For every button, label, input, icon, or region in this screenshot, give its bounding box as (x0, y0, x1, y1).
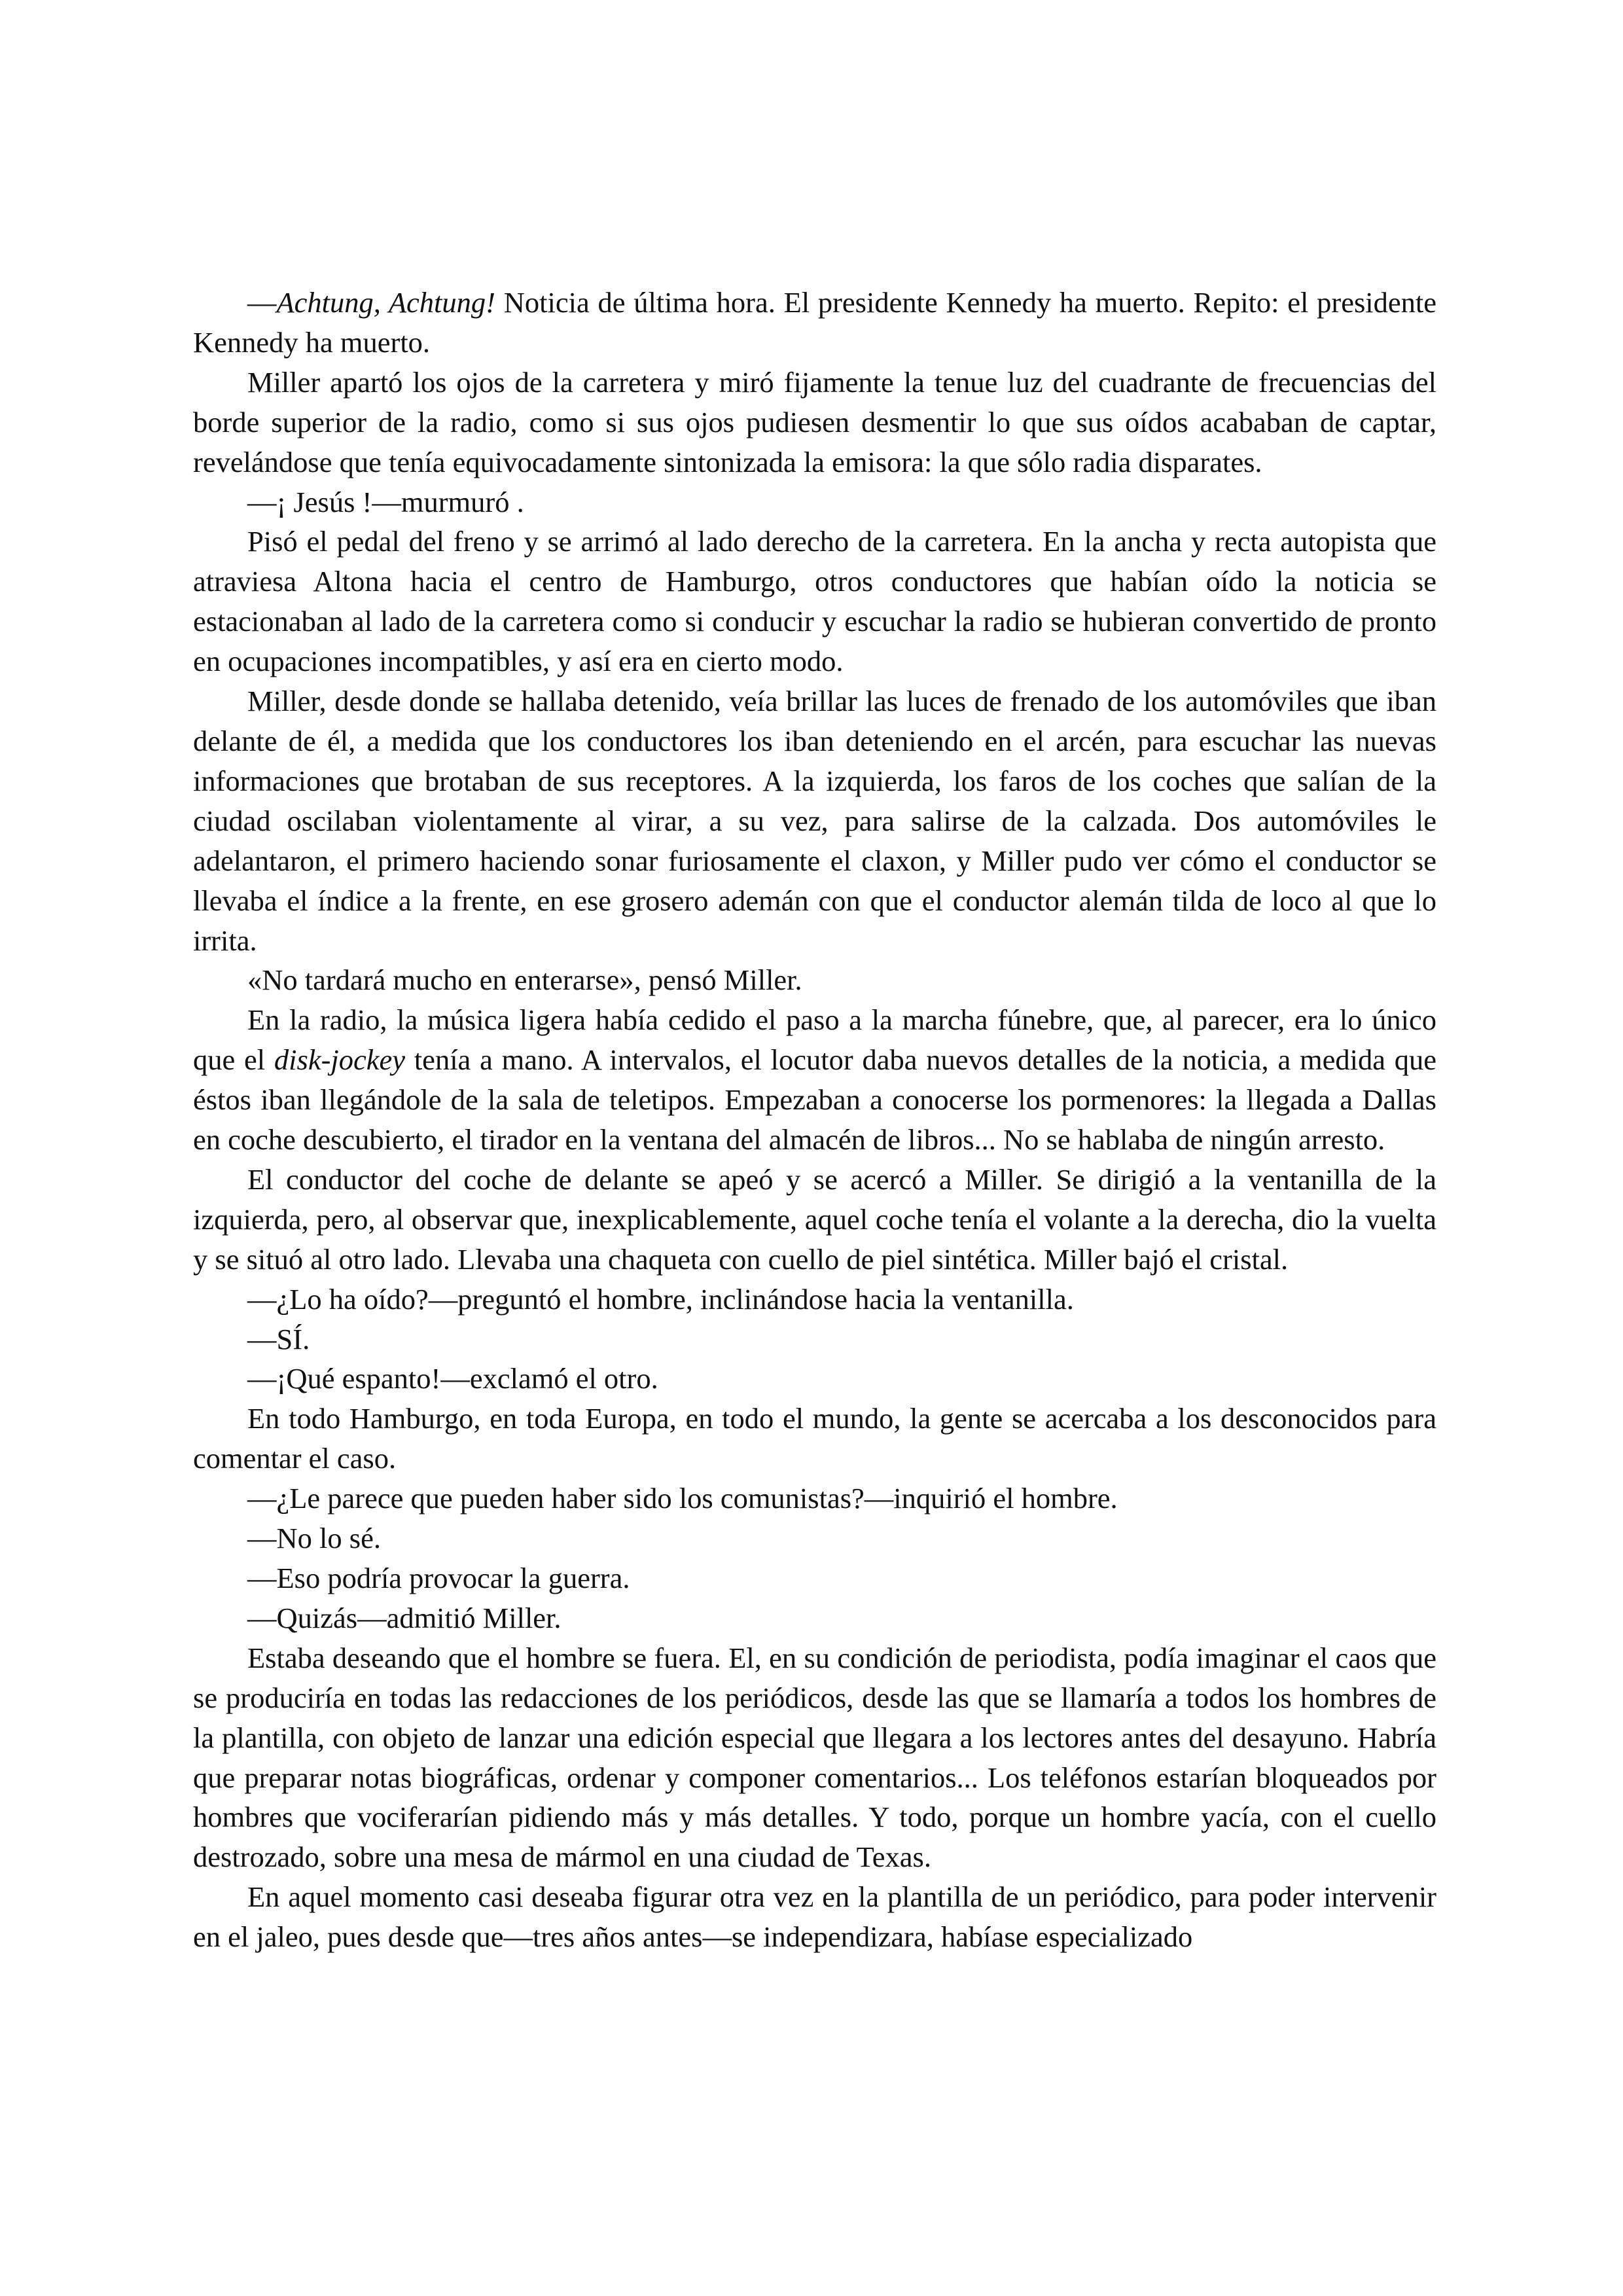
paragraph-1 (193, 283, 1436, 363)
paragraph-3 (193, 482, 1436, 522)
paragraph-text: —Quizás—admitió Miller. (247, 1601, 562, 1634)
paragraph-text: —¿Le parece que pueden haber sido los comunistas?—inquirió el hombre. (247, 1482, 1118, 1515)
paragraph-17 (193, 1638, 1436, 1877)
paragraph-text: Miller, desde donde se hallaba detenido, veía brillar las luces de frenado de los automóviles que iban delante de él, a medida que los conductores los iban deteniendo en el arcén, para escuchar las nuevas informaciones que brotaban de sus receptores. A la izquierda, los faros de los coches que salían de la ciudad oscilaban violentamente al virar, a su vez, para salirse de la calzada. Dos automóviles le adelantaron, el primero haciendo sonar furiosamente el claxon, y Miller pudo ver cómo el conductor se llevaba el índice a la frente, en ese grosero ademán con que el conductor alemán tilda de loco al que lo irrita. (193, 685, 1436, 957)
paragraph-text: En aquel momento casi deseaba figurar otra vez en la plantilla de un periódico, para poder intervenir en el jaleo, pues desde que—tres años antes—se independizara, habíase especializado (193, 1880, 1436, 1954)
paragraph-text: —Eso podría provocar la guerra. (247, 1562, 630, 1594)
paragraph-text: En la radio, la música ligera había cedido el paso a la marcha fúnebre, que, al parecer, era lo único que el (193, 1003, 1436, 1077)
paragraph-text: —¡ Jesús !—murmuró . (247, 485, 524, 518)
paragraph-10 (193, 1319, 1436, 1359)
paragraph-text: — (247, 286, 277, 319)
paragraph-text: Noticia de última hora. El presidente Kennedy ha muerto. Repito: el presidente Kennedy ha muerto. (193, 286, 1436, 359)
paragraph-text: En todo Hamburgo, en toda Europa, en todo el mundo, la gente se acercaba a los desconocidos para comentar el caso. (193, 1402, 1436, 1475)
paragraph-text: «No tardará mucho en enterarse», pensó Miller. (247, 963, 802, 997)
paragraph-16 (193, 1598, 1436, 1638)
paragraph-text: Pisó el pedal del freno y se arrimó al lado derecho de la carretera. En la ancha y recta autopista que atraviesa Altona hacia el centro de Hamburgo, otros conductores que habían oído la noticia se estacionaban al lado de la carretera como si conducir y escuchar la radio se hubieran convertido de pronto en ocupaciones incompatibles, y así era en cierto modo. (193, 525, 1436, 678)
paragraph-18 (193, 1877, 1436, 1957)
paragraph-text: tenía a mano. A intervalos, el locutor daba nuevos detalles de la noticia, a medida que éstos iban llegándole de la sala de teletipos. Empezaban a conocerse los pormenores: la llegada a Dallas en coche descubierto, el tirador en la ventana del almacén de libros... No se hablaba de ningún arresto. (193, 1043, 1436, 1157)
paragraph-2 (193, 363, 1436, 482)
italic-text: disk-jockey (274, 1043, 406, 1077)
paragraph-4 (193, 522, 1436, 681)
paragraph-8 (193, 1160, 1436, 1280)
paragraph-14 (193, 1518, 1436, 1558)
paragraph-6 (193, 960, 1436, 1000)
italic-text: Achtung, Achtung! (276, 286, 495, 319)
page-body (193, 283, 1436, 1957)
paragraph-5 (193, 681, 1436, 960)
paragraph-15 (193, 1558, 1436, 1598)
paragraph-text: —SÍ. (247, 1322, 310, 1355)
paragraph-text: —¿Lo ha oído?—preguntó el hombre, inclinándose hacia la ventanilla. (247, 1282, 1074, 1316)
paragraph-13 (193, 1479, 1436, 1518)
paragraph-text: —¡Qué espanto!—exclamó el otro. (247, 1362, 658, 1395)
paragraph-text: Estaba deseando que el hombre se fuera. El, en su condición de periodista, podía imaginar el caos que se produciría en todas las redacciones de los periódicos, desde las que se llamaría a todos los hombres de la plantilla, con objeto de lanzar una edición especial que llegara a los lectores antes del desayuno. Habría que preparar notas biográficas, ordenar y componer comentarios... Los teléfonos estarían bloqueados por hombres que vociferarían pidiendo más y más detalles. Y todo, porque un hombre yacía, con el cuello destrozado, sobre una mesa de mármol en una ciudad de Texas. (193, 1641, 1436, 1874)
paragraph-text: Miller apartó los ojos de la carretera y miró fijamente la tenue luz del cuadrante de frecuencias del borde superior de la radio, como si sus ojos pudiesen desmentir lo que sus oídos acababan de captar, revelándose que tenía equivocadamente sintonizada la emisora: la que sólo radia disparates. (193, 365, 1436, 478)
paragraph-text: El conductor del coche de delante se apeó y se acercó a Miller. Se dirigió a la ventanilla de la izquierda, pero, al observar que, inexplicablemente, aquel coche tenía el volante a la derecha, dio la vuelta y se situó al otro lado. Llevaba una chaqueta con cuello de piel sintética. Miller bajó el cristal. (193, 1162, 1436, 1276)
paragraph-7 (193, 1000, 1436, 1160)
paragraph-11 (193, 1359, 1436, 1399)
paragraph-text: —No lo sé. (247, 1522, 381, 1555)
paragraph-9 (193, 1280, 1436, 1319)
paragraph-12 (193, 1399, 1436, 1479)
